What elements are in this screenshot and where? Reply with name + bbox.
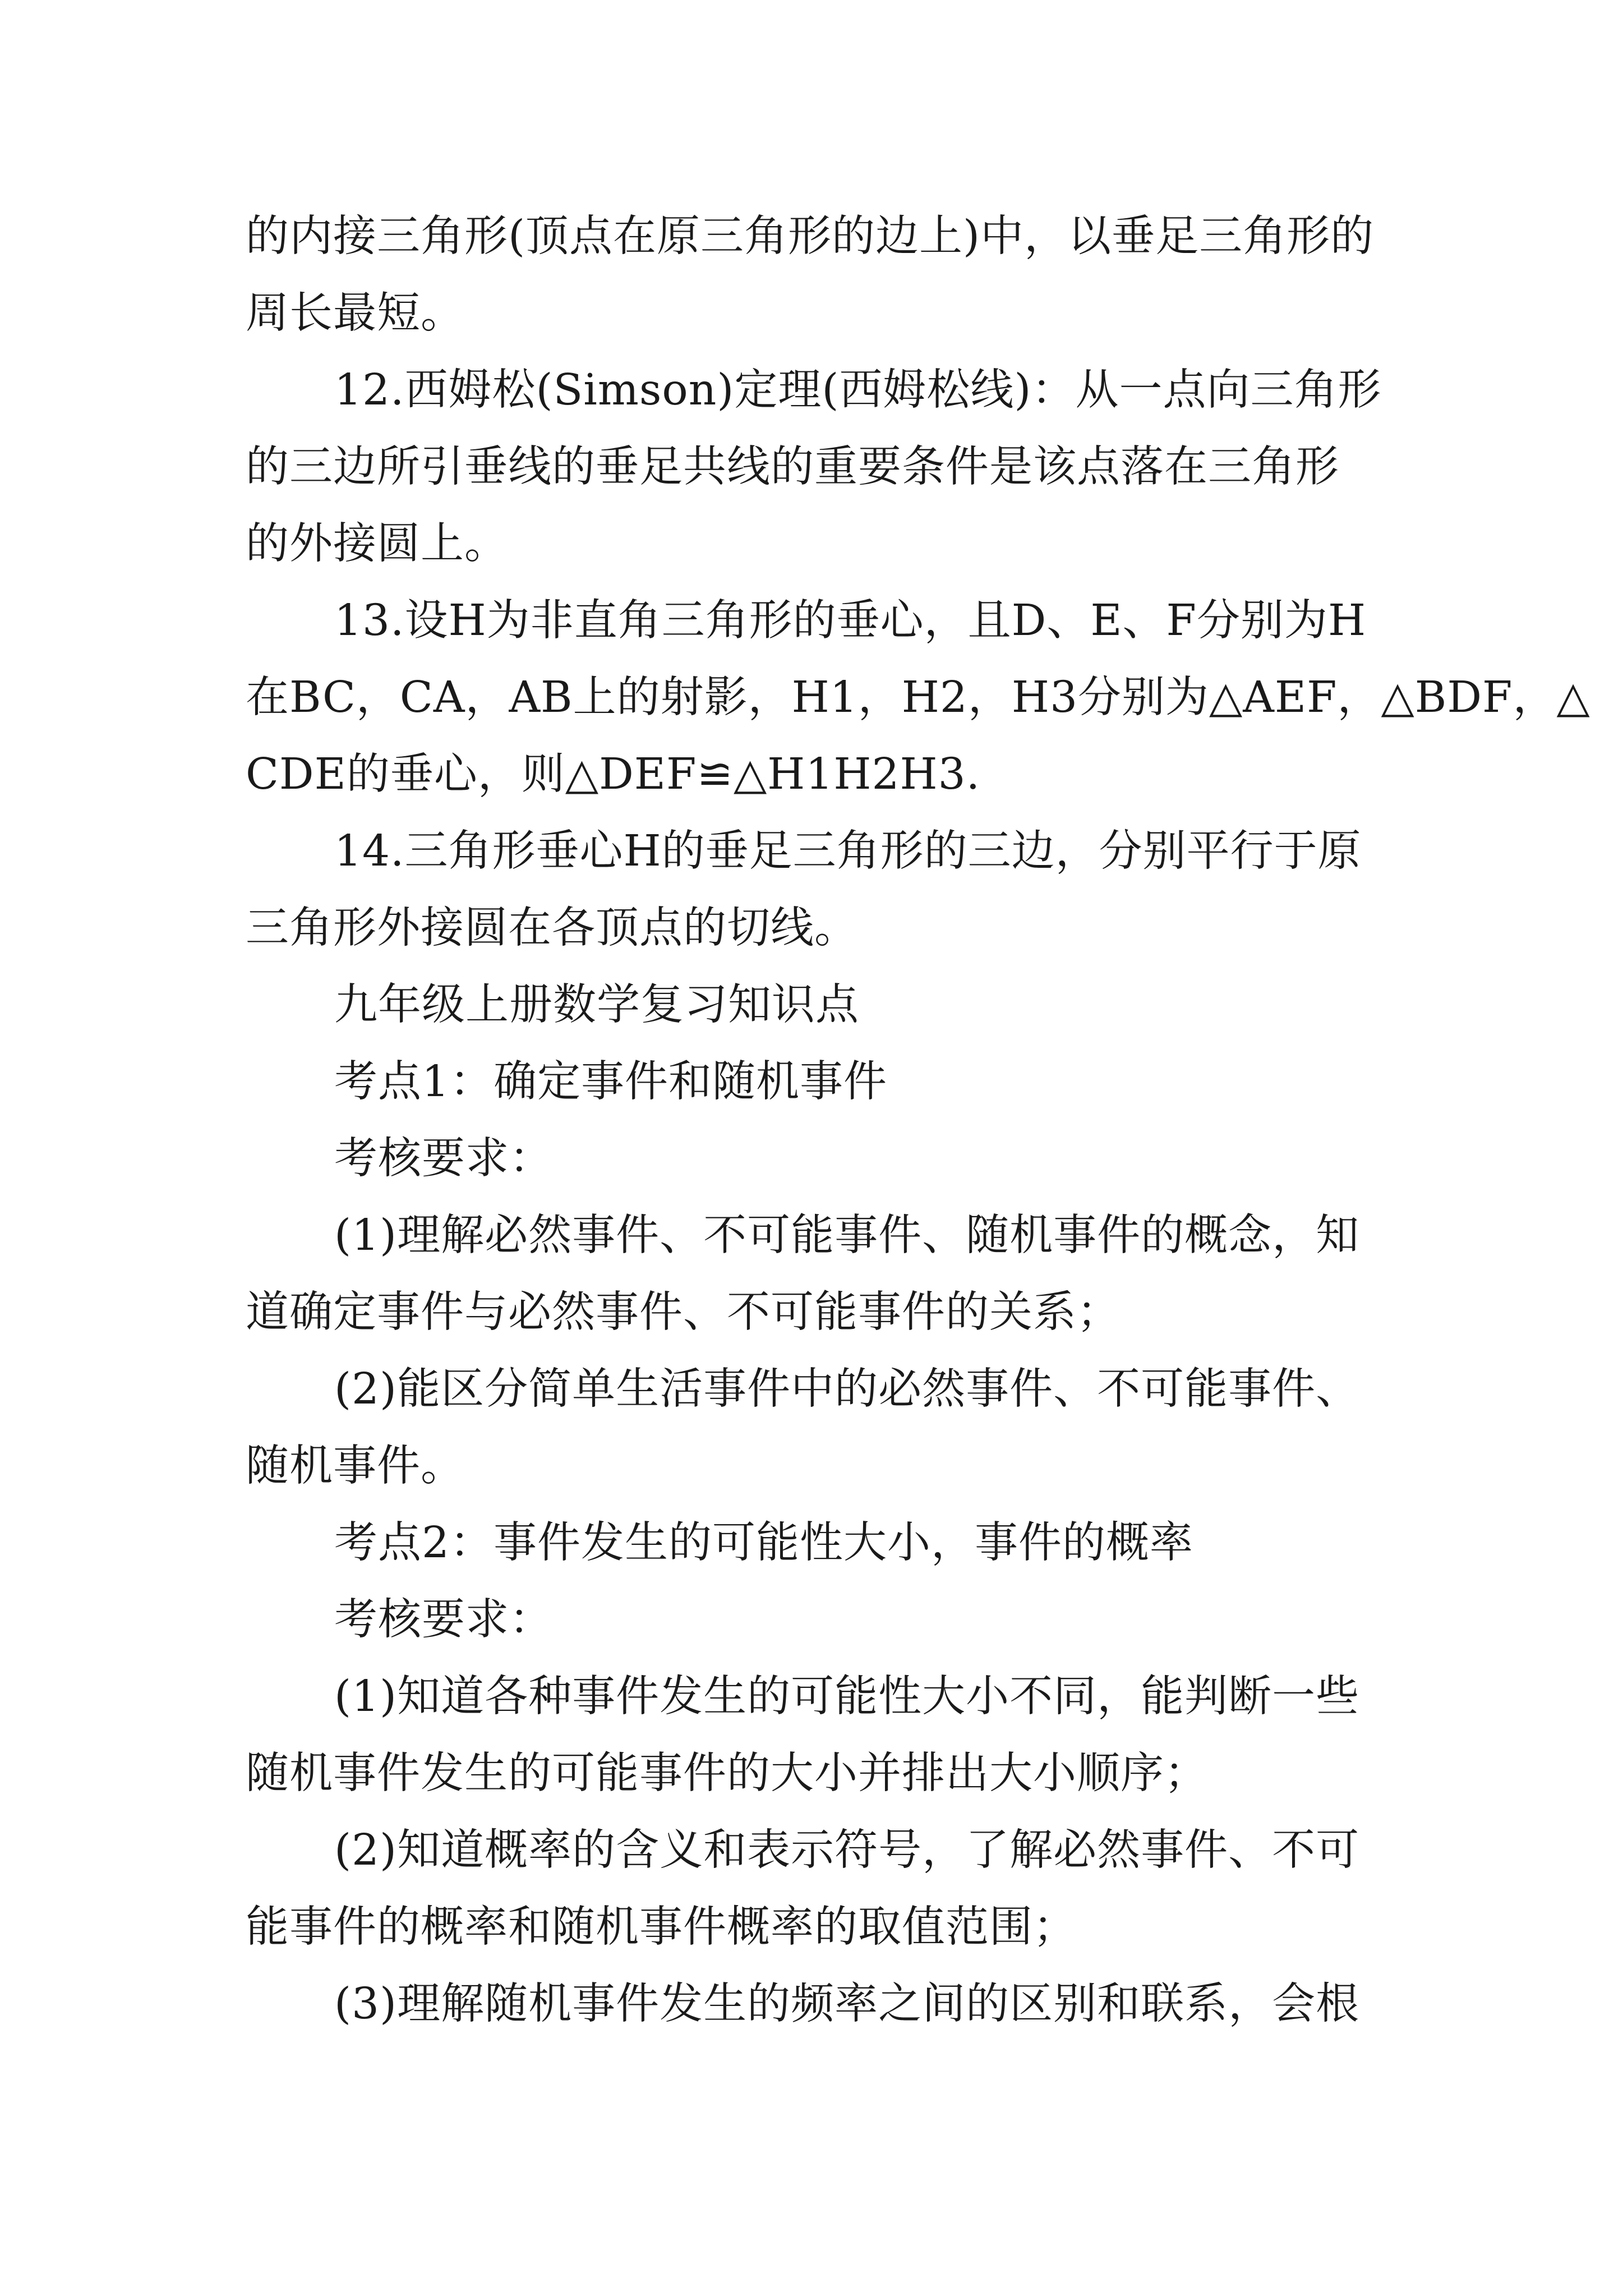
text-line: (2)能区分简单生活事件中的必然事件、不可能事件、 bbox=[334, 1364, 1360, 1414]
text-line: (1)知道各种事件发生的可能性大小不同，能判断一些 bbox=[334, 1672, 1360, 1722]
text-line: 随机事件。 bbox=[246, 1441, 464, 1491]
text-line: 的内接三角形(顶点在原三角形的边上)中，以垂足三角形的 bbox=[246, 211, 1375, 261]
text-line: (1)理解必然事件、不可能事件、随机事件的概念，知 bbox=[334, 1211, 1360, 1260]
text-line: 的外接圆上。 bbox=[246, 519, 508, 569]
text-line: 在BC，CA，AB上的射影，H1，H2，H3分别为△AEF，△BDF，△ bbox=[246, 673, 1590, 723]
text-line: 14.三角形垂心H的垂足三角形的三边，分别平行于原 bbox=[334, 826, 1362, 876]
text-line: 三角形外接圆在各顶点的切线。 bbox=[246, 903, 858, 953]
text-line: 的三边所引垂线的垂足共线的重要条件是该点落在三角形 bbox=[246, 442, 1339, 492]
section-heading: 九年级上册数学复习知识点 bbox=[334, 980, 859, 1030]
exam-point-title: 考点2：事件发生的可能性大小，事件的概率 bbox=[334, 1518, 1193, 1568]
text-line: 道确定事件与必然事件、不可能事件的关系； bbox=[246, 1287, 1121, 1337]
text-line: (2)知道概率的含义和表示符号，了解必然事件、不可 bbox=[334, 1825, 1360, 1875]
exam-point-title: 考点1：确定事件和随机事件 bbox=[334, 1057, 887, 1107]
requirements-label: 考核要求： bbox=[334, 1134, 553, 1184]
document-body bbox=[246, 198, 1590, 2042]
text-line: 周长最短。 bbox=[246, 288, 464, 338]
text-line: 能事件的概率和随机事件概率的取值范围； bbox=[246, 1902, 1077, 1952]
text-line: (3)理解随机事件发生的频率之间的区别和联系，会根 bbox=[334, 1979, 1360, 2029]
text-line: 12.西姆松(Simson)定理(西姆松线)：从一点向三角形 bbox=[334, 365, 1382, 415]
text-line: CDE的垂心，则△DEF≌△H1H2H3. bbox=[246, 749, 981, 799]
text-line: 13.设H为非直角三角形的垂心，且D、E、F分别为H bbox=[334, 596, 1367, 646]
text-line: 随机事件发生的可能事件的大小并排出大小顺序； bbox=[246, 1749, 1208, 1798]
requirements-label: 考核要求： bbox=[334, 1595, 553, 1645]
